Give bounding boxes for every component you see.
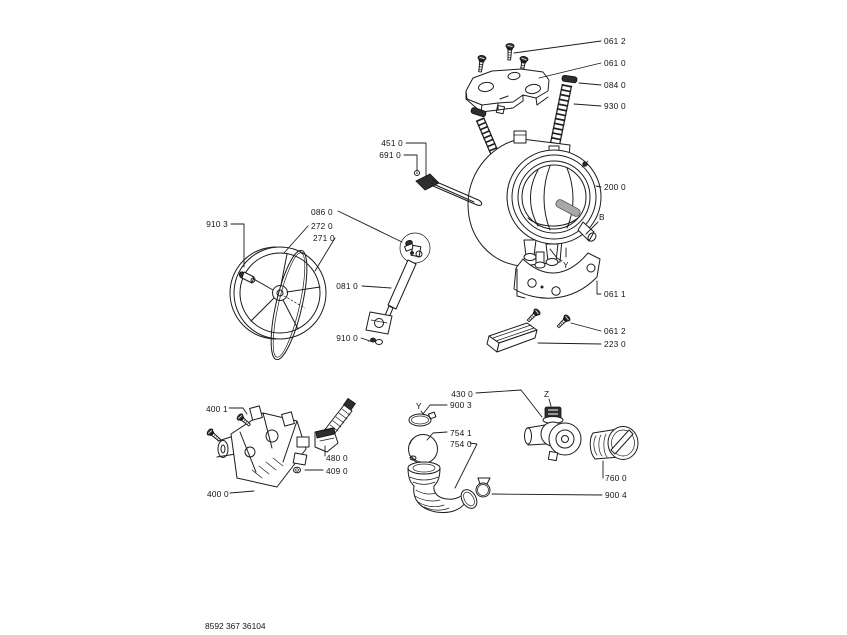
label-084-0: 084 0	[604, 80, 626, 90]
pump-filter	[590, 427, 638, 460]
label-081-0: 081 0	[336, 281, 358, 291]
label-451-0: 451 0	[381, 138, 403, 148]
label-900-4: 900 4	[605, 490, 627, 500]
motor-connector-cable	[315, 398, 355, 452]
label-200-0: 200 0	[604, 182, 626, 192]
hose-clamp	[476, 478, 490, 497]
label-754-0: 754 0	[450, 439, 472, 449]
counterweight-bar	[487, 323, 537, 352]
label-061-2-lower: 061 2	[604, 326, 626, 336]
drain-clamp-ring	[409, 412, 436, 426]
label-223-0: 223 0	[604, 339, 626, 349]
label-930-0: 930 0	[604, 101, 626, 111]
label-910-0: 910 0	[336, 333, 358, 343]
label-910-3: 910 3	[206, 219, 228, 229]
label-ref-b: B	[599, 212, 605, 222]
drain-ball	[409, 435, 438, 464]
label-272-0: 272 0	[311, 221, 333, 231]
tub-drum-assembly	[468, 131, 601, 268]
document-code: 8592 367 36104	[205, 621, 266, 631]
motor-nut	[294, 467, 301, 473]
label-ref-y-tub: Y	[563, 260, 569, 270]
label-480-0: 480 0	[326, 453, 348, 463]
label-ref-z: Z	[544, 389, 550, 399]
label-400-1: 400 1	[206, 404, 228, 414]
counterweight-plate	[466, 69, 549, 114]
detail-circle-shock-mount	[400, 233, 430, 263]
label-061-2-top: 061 2	[604, 36, 626, 46]
label-430-0: 430 0	[451, 389, 473, 399]
label-900-3: 900 3	[450, 400, 472, 410]
label-754-1: 754 1	[450, 428, 472, 438]
drain-elbow-hose	[408, 462, 480, 513]
shock-absorber	[366, 260, 416, 345]
label-086-0: 086 0	[311, 207, 333, 217]
label-061-0: 061 0	[604, 58, 626, 68]
label-ref-y-drain: Y	[416, 401, 422, 411]
motor	[217, 406, 309, 487]
label-400-0: 400 0	[207, 489, 229, 499]
suspension-spring-right	[554, 75, 577, 149]
drain-pump	[525, 407, 582, 461]
label-271-0: 271 0	[313, 233, 335, 243]
label-760-0: 760 0	[605, 473, 627, 483]
label-409-0: 409 0	[326, 466, 348, 476]
label-061-1: 061 1	[604, 289, 626, 299]
label-691-0: 691 0	[379, 150, 401, 160]
